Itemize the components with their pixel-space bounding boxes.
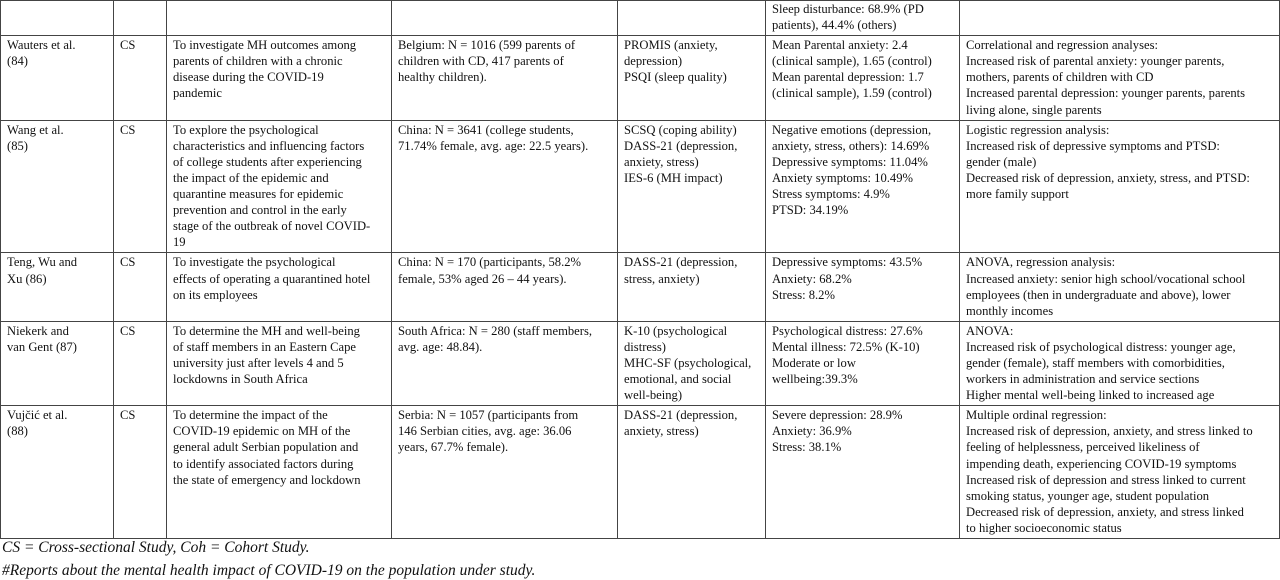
objective-text-line: To determine the impact of the <box>173 408 328 423</box>
instruments-text-line: PROMIS (anxiety, <box>624 38 718 53</box>
outcomes-text-line: Moderate or low <box>772 355 856 370</box>
objective-text-line: prevention and control in the early <box>173 203 347 218</box>
outcomes-text-line: Anxiety: 36.9% <box>772 424 852 439</box>
objective-text-line: stage of the outbreak of novel COVID- <box>173 219 371 234</box>
cell-outcomes <box>766 253 960 321</box>
cell-design <box>114 36 167 120</box>
outcomes-text-line: Mental illness: 72.5% (K-10) <box>772 339 920 354</box>
cell-population <box>392 1 618 36</box>
instruments-text-line: DASS-21 (depression, <box>624 138 738 153</box>
cell-population <box>392 120 618 253</box>
objective-text-line: of college students after experiencing <box>173 154 362 169</box>
objective-text-line: To explore the psychological <box>173 122 319 137</box>
footnote-reports: #Reports about the mental health impact of COVID-19 on the population under study. <box>2 562 536 579</box>
analysis-text-line: Increased risk of depression, anxiety, and stress linked to <box>966 424 1253 439</box>
objective-text-line: 19 <box>173 235 186 250</box>
objective-text-line: COVID-19 epidemic on MH of the <box>173 424 351 439</box>
cell-objective <box>167 406 392 539</box>
instruments-text-line: IES-6 (MH impact) <box>624 170 723 185</box>
cell-instruments <box>618 36 766 120</box>
analysis-text-line: Correlational and regression analyses: <box>966 38 1158 53</box>
cell-objective <box>167 120 392 253</box>
objective-text-line: pandemic <box>173 86 222 101</box>
design-text-line: CS <box>120 323 136 338</box>
population-text-line: Serbia: N = 1057 (participants from <box>398 408 579 423</box>
cell-objective <box>167 36 392 120</box>
design-text-line: CS <box>120 408 136 423</box>
outcomes-text-line: Psychological distress: 27.6% <box>772 323 923 338</box>
outcomes-text-line: Sleep disturbance: 68.9% (PD <box>772 2 924 16</box>
analysis-text-line: ANOVA: <box>966 323 1014 338</box>
outcomes-text-line: Anxiety symptoms: 10.49% <box>772 170 913 185</box>
cell-design <box>114 321 167 405</box>
objective-text-line: on its employees <box>173 287 258 302</box>
cell-analysis <box>960 1 1280 36</box>
outcomes-text-line: Depressive symptoms: 11.04% <box>772 154 928 169</box>
analysis-text-line: Increased risk of depressive symptoms and PTSD: <box>966 138 1220 153</box>
cell-design <box>114 1 167 36</box>
cell-outcomes <box>766 406 960 539</box>
analysis-text-line: feeling of helplessness, perceived likeliness of <box>966 440 1200 455</box>
cell-instruments <box>618 406 766 539</box>
outcomes-text-line: Anxiety: 68.2% <box>772 271 852 286</box>
analysis-text-line: Increased risk of parental anxiety: younger parents, <box>966 54 1225 69</box>
analysis-text-line: Increased anxiety: senior high school/vocational school <box>966 271 1246 286</box>
analysis-text-line: Increased risk of psychological distress: younger age, <box>966 339 1236 354</box>
instruments-text-line: emotional, and social <box>624 372 732 387</box>
author-text-line: Wauters et al. <box>7 38 76 53</box>
analysis-text-line: Increased risk of depression and stress linked to current <box>966 472 1246 487</box>
cell-population <box>392 36 618 120</box>
footnote-abbreviations: CS = Cross-sectional Study, Coh = Cohort Study. <box>2 539 310 556</box>
cell-analysis <box>960 406 1280 539</box>
objective-text-line: parents of children with a chronic <box>173 54 343 69</box>
population-text-line: China: N = 170 (participants, 58.2% <box>398 255 582 270</box>
cell-outcomes <box>766 120 960 253</box>
cell-instruments <box>618 1 766 36</box>
population-text-line: South Africa: N = 280 (staff members, <box>398 323 592 338</box>
analysis-text-line: gender (male) <box>966 154 1037 169</box>
cell-population <box>392 321 618 405</box>
outcomes-text-line: Stress: 8.2% <box>772 287 835 302</box>
cell-instruments <box>618 321 766 405</box>
outcomes-text-line: Severe depression: 28.9% <box>772 408 903 423</box>
population-text-line: avg. age: 48.84). <box>398 339 483 354</box>
instruments-text-line: MHC-SF (psychological, <box>624 355 752 370</box>
outcomes-text-line: patients), 44.4% (others) <box>772 18 897 33</box>
author-text-line: Teng, Wu and <box>7 255 78 270</box>
instruments-text-line: stress, anxiety) <box>624 271 700 286</box>
population-text-line: 146 Serbian cities, avg. age: 36.06 <box>398 424 572 439</box>
cell-instruments <box>618 253 766 321</box>
author-text-line: (85) <box>7 138 28 153</box>
table-row <box>1 406 1280 539</box>
table-row <box>1 253 1280 321</box>
author-text-line: (84) <box>7 54 28 69</box>
cell-population <box>392 253 618 321</box>
instruments-text-line: depression) <box>624 54 683 69</box>
outcomes-text-line: PTSD: 34.19% <box>772 203 849 218</box>
analysis-text-line: Logistic regression analysis: <box>966 122 1110 137</box>
table-body <box>1 1 1280 539</box>
analysis-text-line: monthly incomes <box>966 303 1054 318</box>
cell-population <box>392 406 618 539</box>
instruments-text-line: DASS-21 (depression, <box>624 255 738 270</box>
cell-analysis <box>960 120 1280 253</box>
objective-text-line: characteristics and influencing factors <box>173 138 365 153</box>
objective-text-line: university just after levels 4 and 5 <box>173 355 344 370</box>
table-row <box>1 120 1280 253</box>
instruments-text-line: anxiety, stress) <box>624 424 699 439</box>
cell-outcomes <box>766 36 960 120</box>
analysis-text-line: ANOVA, regression analysis: <box>966 255 1116 270</box>
objective-text-line: To investigate the psychological <box>173 255 336 270</box>
cell-author <box>1 321 114 405</box>
instruments-text-line: well-being) <box>624 388 683 403</box>
cell-outcomes <box>766 1 960 36</box>
cell-objective <box>167 321 392 405</box>
table-row <box>1 36 1280 120</box>
cell-analysis <box>960 321 1280 405</box>
analysis-text-line: Increased parental depression: younger parents, parents <box>966 86 1246 101</box>
instruments-text-line: SCSQ (coping ability) <box>624 122 737 137</box>
analysis-text-line: mothers, parents of children with CD <box>966 70 1154 85</box>
design-text-line: CS <box>120 38 136 53</box>
objective-text-line: To investigate MH outcomes among <box>173 38 357 53</box>
analysis-text-line: Multiple ordinal regression: <box>966 408 1107 423</box>
cell-outcomes <box>766 321 960 405</box>
instruments-text-line: DASS-21 (depression, <box>624 408 738 423</box>
cell-objective <box>167 253 392 321</box>
author-text-line: Vujčić et al. <box>7 408 68 423</box>
analysis-text-line: living alone, single parents <box>966 102 1102 117</box>
instruments-text-line: anxiety, stress) <box>624 154 699 169</box>
instruments-text-line: K-10 (psychological <box>624 323 728 338</box>
outcomes-text-line: Stress: 38.1% <box>772 440 842 455</box>
author-text-line: Wang et al. <box>7 122 64 137</box>
design-text-line: CS <box>120 255 136 270</box>
objective-text-line: of staff members in an Eastern Cape <box>173 339 357 354</box>
author-text-line: van Gent (87) <box>7 339 77 354</box>
objective-text-line: To determine the MH and well-being <box>173 323 360 338</box>
outcomes-text-line: (clinical sample), 1.65 (control) <box>772 54 932 69</box>
table-row <box>1 1 1280 36</box>
analysis-text-line: Decreased risk of depression, anxiety, and stress linked <box>966 504 1244 519</box>
cell-instruments <box>618 120 766 253</box>
objective-text-line: effects of operating a quarantined hotel <box>173 271 371 286</box>
outcomes-text-line: Mean Parental anxiety: 2.4 <box>772 38 908 53</box>
objective-text-line: the state of emergency and lockdown <box>173 472 361 487</box>
population-text-line: Belgium: N = 1016 (599 parents of <box>398 38 576 53</box>
analysis-text-line: impending death, experiencing COVID-19 symptoms <box>966 456 1237 471</box>
cell-analysis <box>960 253 1280 321</box>
instruments-text-line: PSQI (sleep quality) <box>624 70 727 85</box>
objective-text-line: to identify associated factors during <box>173 456 354 471</box>
cell-author <box>1 1 114 36</box>
cell-design <box>114 253 167 321</box>
author-text-line: Niekerk and <box>7 323 69 338</box>
author-text-line: (88) <box>7 424 28 439</box>
cell-design <box>114 406 167 539</box>
analysis-text-line: workers in administration and service sections <box>966 372 1200 387</box>
table-row <box>1 321 1280 405</box>
cell-author <box>1 253 114 321</box>
population-text-line: healthy children). <box>398 70 487 85</box>
objective-text-line: quarantine measures for epidemic <box>173 187 344 202</box>
outcomes-text-line: (clinical sample), 1.59 (control) <box>772 86 932 101</box>
objective-text-line: the impact of the epidemic and <box>173 170 329 185</box>
design-text-line: CS <box>120 122 136 137</box>
population-text-line: China: N = 3641 (college students, <box>398 122 574 137</box>
outcomes-text-line: anxiety, stress, others): 14.69% <box>772 138 930 153</box>
analysis-text-line: gender (female), staff members with comorbidities, <box>966 355 1225 370</box>
cell-author <box>1 406 114 539</box>
objective-text-line: lockdowns in South Africa <box>173 372 308 387</box>
population-text-line: children with CD, 417 parents of <box>398 54 564 69</box>
outcomes-text-line: wellbeing:39.3% <box>772 372 858 387</box>
author-text-line: Xu (86) <box>7 271 47 286</box>
instruments-text-line: distress) <box>624 339 666 354</box>
outcomes-text-line: Mean parental depression: 1.7 <box>772 70 924 85</box>
cell-analysis <box>960 36 1280 120</box>
population-text-line: 71.74% female, avg. age: 22.5 years). <box>398 138 589 153</box>
objective-text-line: disease during the COVID-19 <box>173 70 324 85</box>
cell-objective <box>167 1 392 36</box>
analysis-text-line: smoking status, younger age, student population <box>966 488 1210 503</box>
outcomes-text-line: Stress symptoms: 4.9% <box>772 187 890 202</box>
analysis-text-line: Decreased risk of depression, anxiety, stress, and PTSD: <box>966 170 1250 185</box>
objective-text-line: general adult Serbian population and <box>173 440 359 455</box>
analysis-text-line: to higher socioeconomic status <box>966 520 1122 535</box>
population-text-line: years, 67.7% female). <box>398 440 509 455</box>
analysis-text-line: more family support <box>966 187 1069 202</box>
analysis-text-line: Higher mental well-being linked to increased age <box>966 388 1215 403</box>
cell-design <box>114 120 167 253</box>
outcomes-text-line: Negative emotions (depression, <box>772 122 932 137</box>
analysis-text-line: employees (then in undergraduate and above), lower <box>966 287 1231 302</box>
outcomes-text-line: Depressive symptoms: 43.5% <box>772 255 923 270</box>
cell-author <box>1 36 114 120</box>
cell-author <box>1 120 114 253</box>
population-text-line: female, 53% aged 26 – 44 years). <box>398 271 567 286</box>
